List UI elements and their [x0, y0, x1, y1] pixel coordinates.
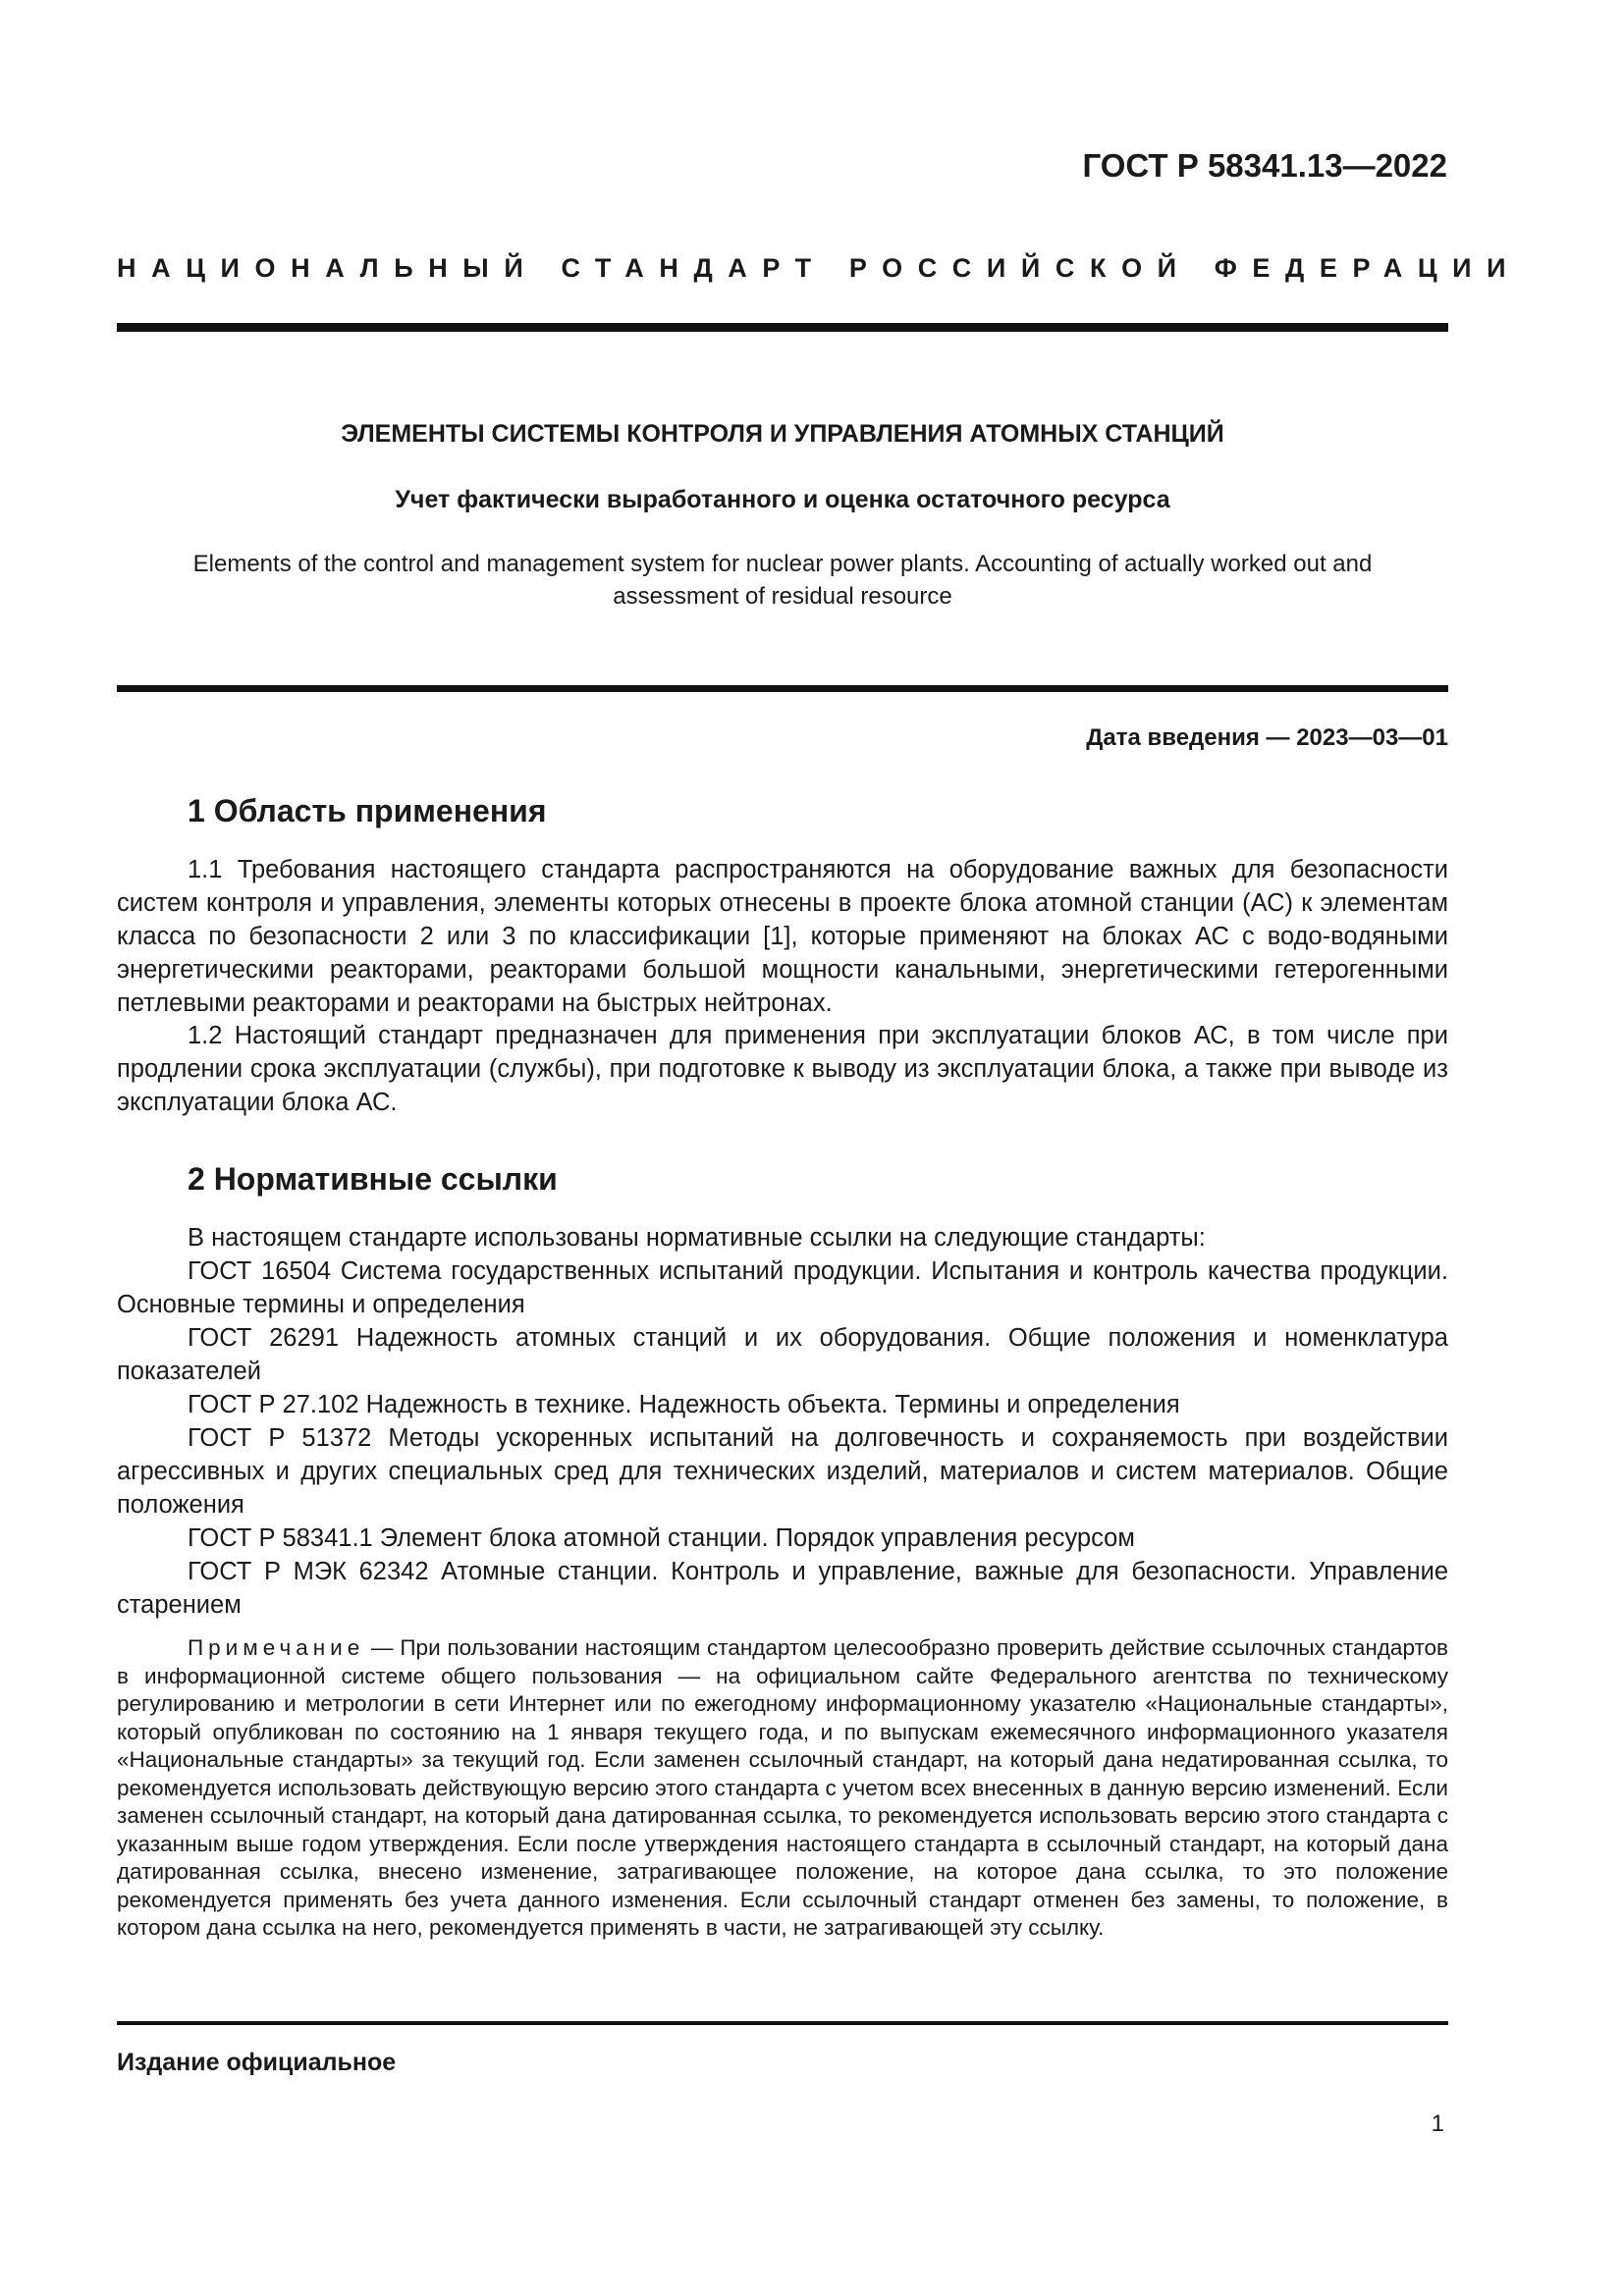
title-divider — [117, 685, 1448, 692]
reference-item: ГОСТ Р 51372 Методы ускоренных испытаний на долговечность и сохраняемость при воздействии агрессивных и других специальных сред для технических изделий, материалов и систем материалов. Общие положения — [117, 1424, 1448, 1519]
reference-item: ГОСТ Р 58341.1 Элемент блока атомной станции. Порядок управления ресурсом — [188, 1524, 1135, 1552]
document-title: ЭЛЕМЕНТЫ СИСТЕМЫ КОНТРОЛЯ И УПРАВЛЕНИЯ АТОМНЫХ СТАНЦИЙ — [341, 420, 1224, 448]
paragraph-1-1: 1.1 Требования настоящего стандарта распространяются на оборудование важных для безопасности систем контроля и управления, элементы которых отнесены в проекте блока атомной станции (АС) к элементам класса по безопасности 2 или 3 по классификации [1], которые применяют на блоках АС с водо-водяными энергетическими реакторами, реакторами большой мощности канальными, энергетическими гетерогенными петлевыми реакторами и реакторами на быстрых нейтронах. — [117, 856, 1448, 1017]
note-text: — При пользовании настоящим стандартом целесообразно проверить действие ссылочных стандартов в информационной системе общего пользования — на официальном сайте Федерального агентства по техническому регулированию и метрологии в сети Интернет или по ежегодному информационному указателю «Национальные стандарты», который опубликован по состоянию на 1 января текущего года, и по выпускам ежемесячного информационного указателя «Национальные стандарты» за текущий год. Если заменен ссылочный стандарт, на который дана недатированная ссылка, то рекомендуется использовать действующую версию этого стандарта с учетом всех внесенных в данную версию изменений. Если заменен ссылочный стандарт, на который дана датированная ссылка, то рекомендуется использовать версию этого стандарта с указанным выше годом утверждения. Если после утверждения настоящего стандарта в ссылочный стандарт, на который дана датированная ссылка, внесено изменение, затрагивающее положение, на которое дана ссылка, то это положение рекомендуется применять без учета данного изменения. Если ссылочный стандарт отменен без замены, то положение, в котором дана ссылка на него, рекомендуется применять в части, не затрагивающей эту ссылку. — [117, 1635, 1448, 1940]
reference-item: ГОСТ Р 27.102 Надежность в технике. Надежность объекта. Термины и определения — [188, 1391, 1180, 1418]
references-intro: В настоящем стандарте использованы нормативные ссылки на следующие стандарты: — [188, 1224, 1206, 1252]
introduction-date: Дата введения — 2023—03—01 — [1086, 724, 1448, 751]
english-title-line-1: Elements of the control and management system for nuclear power plants. Accounting of actually worked out and — [192, 551, 1373, 577]
reference-item: ГОСТ 16504 Система государственных испытаний продукции. Испытания и контроль качества продукции. Основные термины и определения — [117, 1257, 1448, 1318]
note-block — [117, 1634, 1448, 1943]
edition-label: Издание официальное — [117, 2049, 397, 2076]
document-code: ГОСТ Р 58341.13—2022 — [1082, 147, 1447, 184]
reference-item: ГОСТ Р МЭК 62342 Атомные станции. Контроль и управление, важные для безопасности. Управление старением — [117, 1558, 1448, 1619]
section-2-heading: 2 Нормативные ссылки — [188, 1161, 558, 1197]
footer-divider — [117, 2021, 1448, 2025]
page-number: 1 — [1431, 2110, 1444, 2137]
header-divider — [117, 323, 1448, 332]
national-standard-banner: НАЦИОНАЛЬНЫЙ СТАНДАРТ РОССИЙСКОЙ ФЕДЕРАЦИИ — [117, 253, 1522, 283]
section-1-heading: 1 Область применения — [188, 793, 547, 828]
reference-item: ГОСТ 26291 Надежность атомных станций и их оборудования. Общие положения и номенклатура показателей — [117, 1324, 1448, 1385]
english-title-line-2: assessment of residual resource — [613, 583, 952, 610]
note-label: Примечание — [188, 1635, 365, 1660]
document-subtitle: Учет фактически выработанного и оценка остаточного ресурса — [395, 486, 1170, 513]
paragraph-1-2: 1.2 Настоящий стандарт предназначен для применения при эксплуатации блоков АС, в том числе при продлении срока эксплуатации (службы), при подготовке к выводу из эксплуатации блока, а также при выводе из эксплуатации блока АС. — [117, 1022, 1448, 1116]
english-title — [117, 548, 1448, 613]
